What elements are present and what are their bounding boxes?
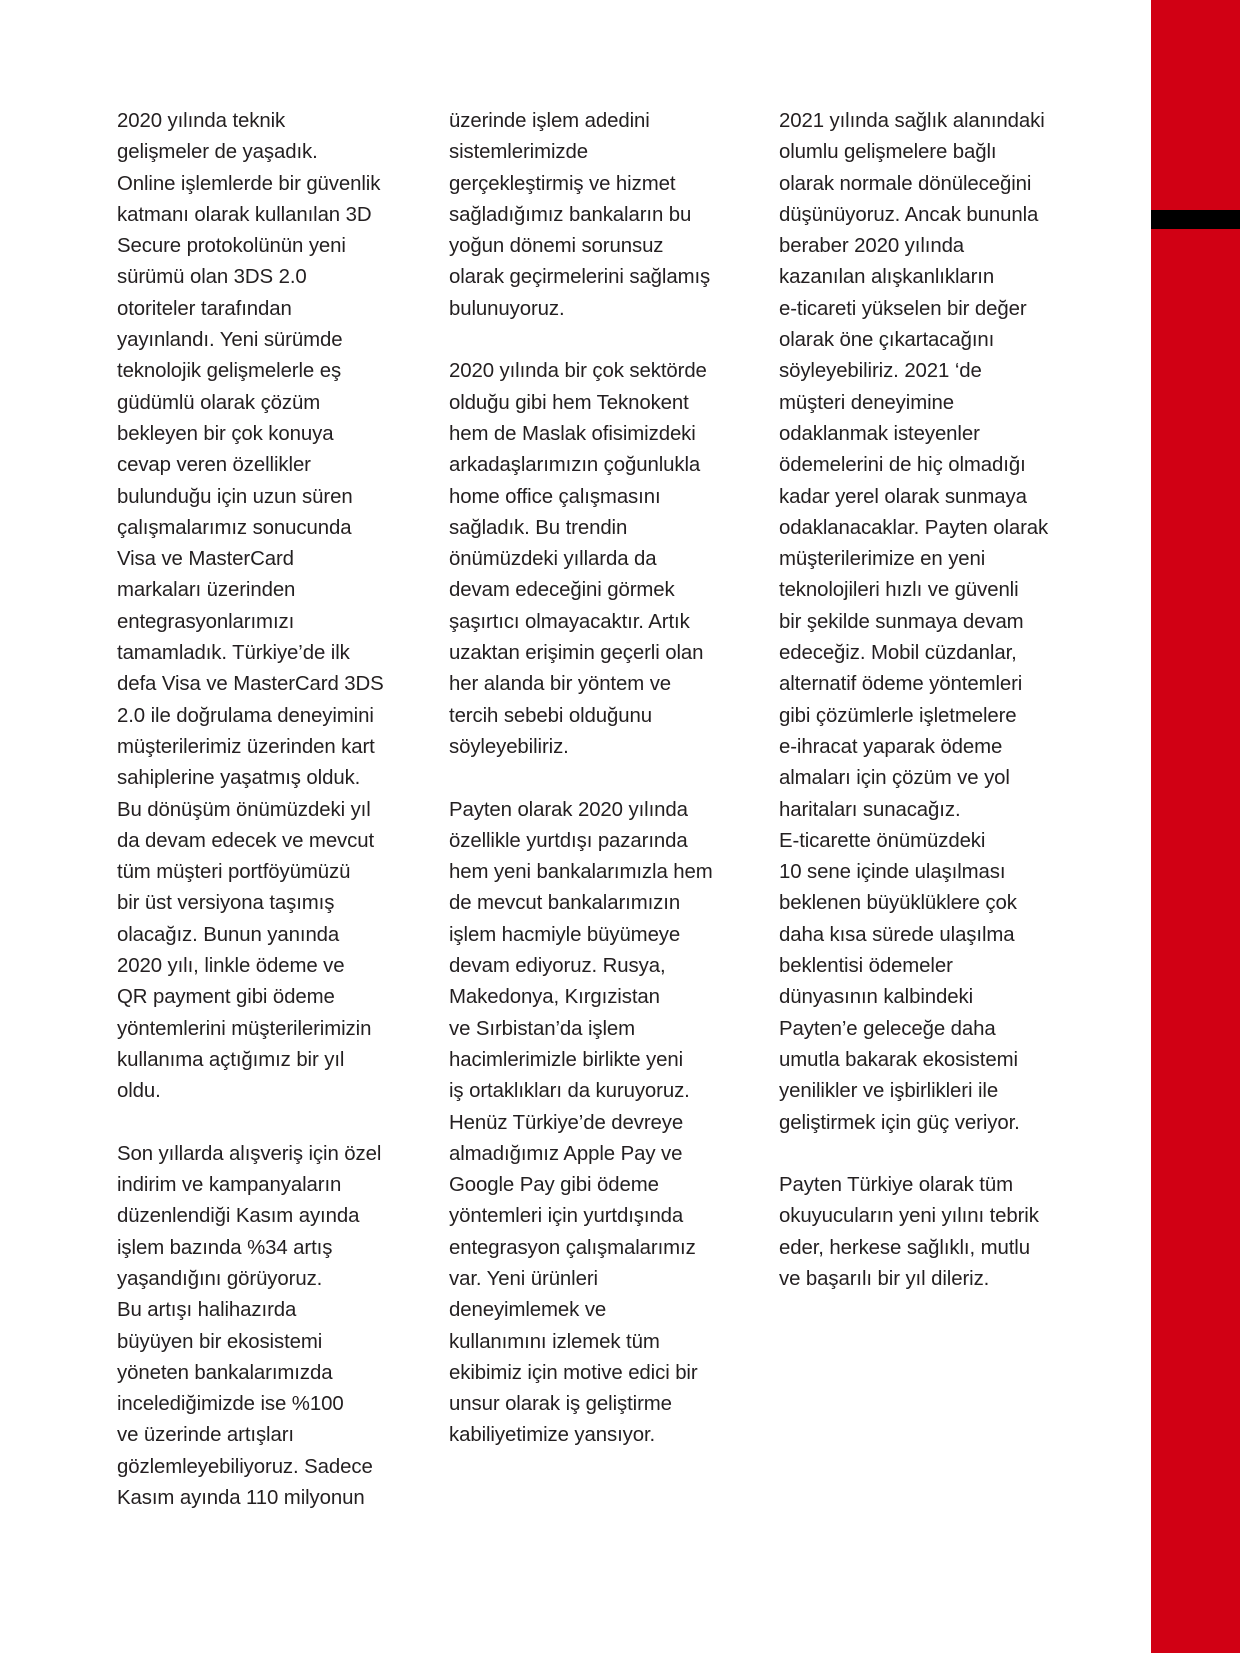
decorative-black-band	[1151, 210, 1240, 229]
paragraph	[779, 1170, 1089, 1295]
text-line: ödemelerini de hiç olmadığı	[779, 454, 1026, 477]
text-line: 10 sene içinde ulaşılması	[779, 861, 1006, 884]
text-line: deneyimlemek ve	[449, 1299, 607, 1322]
text-line: daha kısa sürede ulaşılma	[779, 923, 1015, 946]
text-line: ekibimiz için motive edici bir	[449, 1361, 698, 1384]
text-line: söyleyebiliriz. 2021 ‘de	[779, 360, 982, 383]
text-line: işlem bazında %34 artış	[117, 1236, 333, 1259]
paragraph	[449, 356, 759, 763]
text-line: bir üst versiyona taşımış	[117, 892, 335, 915]
paragraph	[117, 106, 417, 1108]
text-line: home office çalışmasını	[449, 485, 661, 508]
text-line: incelediğimizde ise %100	[117, 1393, 344, 1416]
text-line: gözlemleyebiliyoruz. Sadece	[117, 1455, 373, 1478]
text-line: tamamladık. Türkiye’de ilk	[117, 642, 350, 665]
text-line: bulunuyoruz.	[449, 297, 565, 320]
text-line: büyüyen bir ekosistemi	[117, 1330, 323, 1353]
text-line: her alanda bir yöntem ve	[449, 673, 672, 696]
text-line: var. Yeni ürünleri	[449, 1267, 598, 1290]
text-line: yenilikler ve işbirlikleri ile	[779, 1080, 999, 1103]
text-line: indirim ve kampanyaların	[117, 1174, 342, 1197]
text-line: ve Sırbistan’da işlem	[449, 1017, 636, 1040]
text-line: 2020 yılı, linkle ödeme ve	[117, 955, 345, 978]
text-line: Payten olarak 2020 yılında	[449, 798, 688, 821]
text-line: Payten Türkiye olarak tüm	[779, 1174, 1013, 1197]
text-line: kabiliyetimize yansıyor.	[449, 1424, 656, 1447]
text-line: kazanılan alışkanlıkların	[779, 266, 995, 289]
text-line: edeceğiz. Mobil cüzdanlar,	[779, 642, 1017, 665]
paragraph	[117, 1139, 417, 1515]
text-line: hem de Maslak ofisimizdeki	[449, 422, 696, 445]
text-line: kullanımını izlemek tüm	[449, 1330, 660, 1353]
text-line: almadığımız Apple Pay ve	[449, 1142, 683, 1165]
text-line: sistemlerimizde	[449, 141, 588, 164]
paragraph	[449, 795, 759, 1452]
text-line: ve üzerinde artışları	[117, 1424, 294, 1447]
text-line: müşterilerimiz üzerinden kart	[117, 735, 375, 758]
text-line: hem yeni bankalarımızla hem	[449, 861, 713, 884]
text-line: uzaktan erişimin geçerli olan	[449, 642, 704, 665]
text-line: Bu artışı halihazırda	[117, 1299, 297, 1322]
decorative-red-sidebar	[1151, 0, 1240, 1653]
text-line: geliştirmek için güç veriyor.	[779, 1111, 1020, 1134]
text-line: iş ortaklıkları da kuruyoruz.	[449, 1080, 690, 1103]
text-line: önümüzdeki yıllarda da	[449, 548, 657, 571]
text-line: devam edeceğini görmek	[449, 579, 675, 602]
text-line: teknolojileri hızlı ve güvenli	[779, 579, 1019, 602]
text-line: bekleyen bir çok konuya	[117, 422, 334, 445]
text-line: üzerinde işlem adedini	[449, 110, 650, 132]
text-line: müşterilerimize en yeni	[779, 548, 986, 571]
text-line: otoriteler tarafından	[117, 297, 292, 320]
text-line: bir şekilde sunmaya devam	[779, 610, 1024, 633]
text-line: sağladığımız bankaların bu	[449, 203, 692, 226]
text-line: 2021 yılında sağlık alanındaki	[779, 110, 1045, 132]
text-line: 2.0 ile doğrulama deneyimini	[117, 704, 374, 727]
paragraph	[779, 106, 1089, 1139]
text-line: olduğu gibi hem Teknokent	[449, 391, 689, 414]
text-line: entegrasyon çalışmalarımız	[449, 1236, 696, 1259]
text-line: sahiplerine yaşatmış olduk.	[117, 767, 361, 790]
text-line: şaşırtıcı olmayacaktır. Artık	[449, 610, 690, 633]
text-line: düşünüyoruz. Ancak bununla	[779, 203, 1039, 226]
text-line: düzenlendiği Kasım ayında	[117, 1205, 360, 1228]
text-line: da devam edecek ve mevcut	[117, 829, 375, 852]
text-line: gelişmeler de yaşadık.	[117, 141, 318, 164]
text-line: katmanı olarak kullanılan 3D	[117, 203, 372, 226]
text-line: de mevcut bankalarımızın	[449, 892, 681, 915]
text-line: Visa ve MasterCard	[117, 548, 294, 571]
text-column-1	[117, 106, 417, 1546]
text-line: hacimlerimizle birlikte yeni	[449, 1048, 684, 1071]
text-line: gerçekleştirmiş ve hizmet	[449, 172, 676, 195]
text-line: sağladık. Bu trendin	[449, 516, 628, 539]
text-line: oldu.	[117, 1080, 161, 1103]
text-line: yöneten bankalarımızda	[117, 1361, 333, 1384]
text-line: 2020 yılında teknik	[117, 110, 286, 132]
text-line: tercih sebebi olduğunu	[449, 704, 652, 727]
text-line: umutla bakarak ekosistemi	[779, 1048, 1018, 1071]
text-line: dünyasının kalbindeki	[779, 986, 974, 1009]
text-line: yayınlandı. Yeni sürümde	[117, 329, 343, 352]
text-line: eder, herkese sağlıklı, mutlu	[779, 1236, 1030, 1259]
text-line: Bu dönüşüm önümüzdeki yıl	[117, 798, 371, 821]
text-line: devam ediyoruz. Rusya,	[449, 955, 666, 978]
text-line: Online işlemlerde bir güvenlik	[117, 172, 381, 195]
text-line: Son yıllarda alışveriş için özel	[117, 1142, 382, 1165]
text-line: olumlu gelişmelere bağlı	[779, 141, 997, 164]
text-line: unsur olarak iş geliştirme	[449, 1393, 672, 1416]
text-line: yöntemlerini müşterilerimizin	[117, 1017, 372, 1040]
text-line: e-ticareti yükselen bir değer	[779, 297, 1027, 320]
text-line: yoğun dönemi sorunsuz	[449, 235, 664, 258]
text-line: defa Visa ve MasterCard 3DS	[117, 673, 384, 696]
text-line: arkadaşlarımızın çoğunlukla	[449, 454, 701, 477]
text-line: odaklanacaklar. Payten olarak	[779, 516, 1049, 539]
text-line: odaklanmak isteyenler	[779, 422, 980, 445]
text-line: markaları üzerinden	[117, 579, 296, 602]
text-line: olarak normale dönüleceğini	[779, 172, 1032, 195]
text-line: yaşandığını görüyoruz.	[117, 1267, 323, 1290]
text-column-2	[449, 106, 759, 1483]
text-line: Makedonya, Kırgızistan	[449, 986, 660, 1009]
text-line: işlem hacmiyle büyümeye	[449, 923, 681, 946]
text-line: almaları için çözüm ve yol	[779, 767, 1010, 790]
text-line: olarak öne çıkartacağını	[779, 329, 995, 352]
text-line: alternatif ödeme yöntemleri	[779, 673, 1023, 696]
text-line: ve başarılı bir yıl dileriz.	[779, 1267, 990, 1290]
text-line: e-ihracat yaparak ödeme	[779, 735, 1003, 758]
text-line: Secure protokolünün yeni	[117, 235, 346, 258]
text-line: haritaları sunacağız.	[779, 798, 961, 821]
text-column-3	[779, 106, 1089, 1327]
text-line: beklentisi ödemeler	[779, 955, 953, 978]
text-line: kadar yerel olarak sunmaya	[779, 485, 1027, 508]
text-line: olacağız. Bunun yanında	[117, 923, 340, 946]
text-line: cevap veren özellikler	[117, 454, 311, 477]
text-line: gibi çözümlerle işletmelere	[779, 704, 1017, 727]
text-line: teknolojik gelişmelerle eş	[117, 360, 342, 383]
text-line: Henüz Türkiye’de devreye	[449, 1111, 684, 1134]
text-line: beraber 2020 yılında	[779, 235, 965, 258]
text-line: olarak geçirmelerini sağlamış	[449, 266, 711, 289]
text-line: entegrasyonlarımızı	[117, 610, 295, 633]
text-line: güdümlü olarak çözüm	[117, 391, 321, 414]
text-line: özellikle yurtdışı pazarında	[449, 829, 688, 852]
text-line: okuyucuların yeni yılını tebrik	[779, 1205, 1039, 1228]
text-line: sürümü olan 3DS 2.0	[117, 266, 307, 289]
text-line: beklenen büyüklüklere çok	[779, 892, 1017, 915]
text-line: söyleyebiliriz.	[449, 735, 569, 758]
paragraph	[449, 106, 759, 325]
text-line: kullanıma açtığımız bir yıl	[117, 1048, 345, 1071]
text-line: müşteri deneyimine	[779, 391, 954, 414]
text-line: 2020 yılında bir çok sektörde	[449, 360, 707, 383]
text-line: Kasım ayında 110 milyonun	[117, 1487, 365, 1510]
text-line: yöntemleri için yurtdışında	[449, 1205, 684, 1228]
text-line: çalışmalarımız sonucunda	[117, 516, 352, 539]
text-line: Payten’e geleceğe daha	[779, 1017, 996, 1040]
text-line: Google Pay gibi ödeme	[449, 1174, 659, 1197]
text-line: QR payment gibi ödeme	[117, 986, 335, 1009]
text-line: bulunduğu için uzun süren	[117, 485, 353, 508]
text-line: tüm müşteri portföyümüzü	[117, 861, 351, 884]
text-line: E-ticarette önümüzdeki	[779, 829, 986, 852]
